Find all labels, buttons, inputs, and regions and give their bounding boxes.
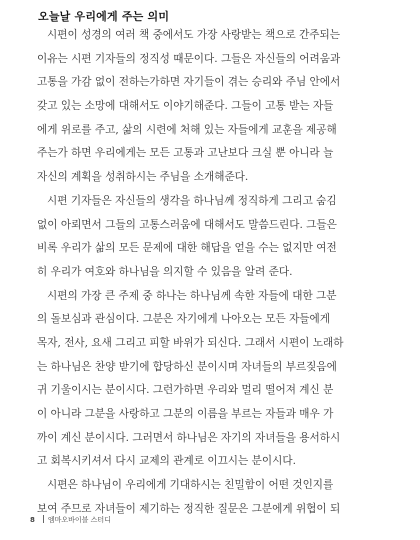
text-line: 이 아니라 그분을 사랑하고 그분의 이름을 부르는 자들과 매우 가: [37, 408, 334, 420]
text-line: 시편의 가장 큰 주제 중 하나는 하나님께 속한 자들에 대한 그분: [47, 289, 337, 302]
text-line: 의 돌보심과 관심이다. 그분은 자기에게 나아오는 모든 자들에게: [37, 313, 331, 326]
page-footer: [30, 515, 111, 525]
text-line: 자신의 계획을 성취하시는 주님을 소개해준다.: [37, 171, 249, 184]
book-title: 엠마오바이블 스터디: [47, 516, 111, 524]
text-line: 는 하나님은 찬양 받기에 합당하신 분이시며 자녀들의 부르짖음에: [37, 360, 337, 373]
text-line: 보여 주므로 자녀들이 제기하는 정직한 질문은 그분에게 위협이 되: [37, 502, 341, 515]
text-line: 에게 위로를 주고, 삶의 시련에 처해 있는 자들에게 교훈을 제공해: [37, 123, 337, 136]
text-line: 주는가 하면 우리에게는 모든 고통과 고난보다 크실 뿐 아니라 늘: [37, 147, 334, 160]
text-line: 고통을 가감 없이 전하는가하면 자기들이 겪는 승리와 주님 안에서: [37, 76, 341, 89]
text-line: 이유는 시편 기자들의 정직성 때문이다. 그들은 자신들의 어려움과: [37, 52, 341, 65]
text-line: 목자, 전사, 요새 그리고 피할 바위가 되신다. 그래서 시편이 노래하: [37, 336, 344, 349]
text-line: 고 회복시키셔서 다시 교제의 관계로 이끄시는 분이시다.: [37, 455, 296, 468]
text-line: 갖고 있는 소망에 대해서도 이야기해준다. 그들이 고통 받는 자들: [37, 100, 334, 113]
body-text: [37, 24, 391, 521]
footer-divider: [43, 515, 44, 523]
text-line: 비록 우리가 삶의 모든 문제에 대한 해답을 얻을 수는 없지만 여전: [37, 242, 337, 255]
text-line: 시편 기자들은 자신들의 생각을 하나님께 정직하게 그리고 숨김: [47, 194, 337, 207]
page-number: 8: [30, 516, 35, 524]
text-line: 시편은 하나님이 우리에게 기대하시는 친밀함이 어떤 것인지를: [47, 479, 334, 492]
text-line: 까이 계신 분이시다. 그러면서 하나님은 자기의 자녀들을 용서하시: [37, 431, 341, 444]
text-line: 시편이 성경의 여러 책 중에서도 가장 사랑받는 책으로 간주되는: [47, 29, 341, 41]
text-line: 귀 기울이시는 분이시다. 그런가하면 우리와 멀리 떨어져 계신 분: [37, 384, 334, 397]
text-line: 없이 아뢰면서 그들의 고통스러움에 대해서도 말씀드린다. 그들은: [37, 218, 337, 231]
text-line: 히 우리가 여호와 하나님을 의지할 수 있음을 알려 준다.: [37, 265, 293, 278]
section-heading: 오늘날 우리에게 주는 의미: [38, 10, 170, 23]
